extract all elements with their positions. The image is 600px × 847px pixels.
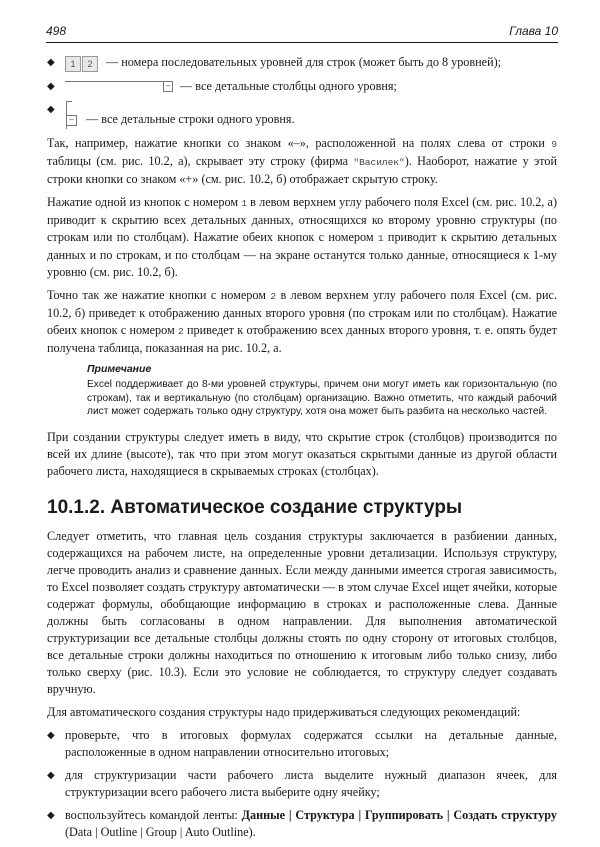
diamond-bullet-icon: ◆	[47, 769, 55, 781]
recommendation-item: ◆ воспользуйтесь командой ленты: Данные | Структура | Группировать | Создать структуру (Data | Outline | Group | Auto Outline).	[47, 807, 557, 839]
ribbon-command: Группировать	[364, 807, 444, 822]
chapter-title: Глава 10	[509, 24, 558, 38]
paragraph: Следует отметить, что главная цель создания структуры заключается в разбиении данных, содержащихся на рабочем листе, на определенные уровни детализации. Используя структуру, легче проводить анализ и сравнение данных. Если между данными имеется строгая зависимость, то Excel позволяет создать структуру автоматически — в этом случае Excel ищет ячейки, которые содержат формулы, обобщающие информацию в строках и расположенные слева. Данные должны быть согласованы в одном направлении. Для выполнения автоматической структуризации все детальные столбцы должны стоять по одну сторону от итоговых столбцов, все детальные строки должны находиться по отношению к итоговым либо только снизу, либо только сверху (рис. 10.3). Если это условие не соблюдается, то структуру следует создавать вручную.	[47, 528, 557, 696]
section-title: 10.1.2. Автоматическое создание структуры	[47, 496, 463, 518]
paragraph: Для автоматического создания структуры надо придерживаться следующих рекомендаций:	[47, 704, 521, 719]
ribbon-command: Структура	[295, 807, 355, 822]
page-body	[47, 54, 557, 847]
note-box	[87, 363, 557, 419]
minus-icon: –	[163, 81, 173, 92]
note-title: Примечание	[87, 362, 152, 375]
note-body: Excel поддерживает до 8-ми уровней структуры, причем они могут иметь как горизонтальную (по строкам), так и вертикальную (по столбцам) организацию. Важно отметить, что каждый рабочий лист может содержать только одну структуру, хотя она может быть разбита на несколько частей.	[87, 379, 557, 418]
paragraph: Точно так же нажатие кнопки с номером 2 в левом верхнем углу рабочего поля Excel (см. рис. 10.2, б) приведет к отображению данных второго уровня (по строкам или по столбцам). Нажатие обеих кнопок с номером 2 приведет к отображению всех данных второго уровня, т. е. опять будет получена таблица, показанная на рис. 10.2, а.	[47, 287, 558, 355]
minus-icon: –	[66, 115, 77, 126]
header-rule	[46, 42, 558, 43]
paragraph: Нажатие одной из кнопок с номером 1 в левом верхнем углу рабочего поля Excel (см. рис. 10.2, а) приводит к скрытию всех детальных данных, относящихся ко второму уровню структуры (по строкам или по столбцам). Нажатие обеих кнопок с номером 1 приводит к скрытию детальных данных и по строкам, и по столбцам — на экране останутся только данные, относящиеся к 1-му уровню (см. рис. 10.2, б).	[47, 194, 558, 279]
diamond-bullet-icon: ◆	[47, 103, 55, 115]
column-outline-bar-image	[65, 81, 173, 93]
paragraph: Так, например, нажатие кнопки со знаком «–», расположенной на полях слева от строки 9 таблицы (см. рис. 10.2, а), скрывает эту строку (фирма "Василек"). Наоборот, нажатие у этой строки кнопки со знаком «+» (см. рис. 10.2, б) отображает скрытую строку.	[47, 135, 558, 186]
bullet-level-buttons	[47, 54, 557, 72]
level-buttons-image	[65, 55, 99, 72]
page-header	[46, 24, 558, 40]
diamond-bullet-icon: ◆	[47, 729, 55, 741]
recommendation-item: ◆ проверьте, что в итоговых формулах содержатся ссылки на детальные данные, расположенные в одном направлении относительно итоговых;	[47, 727, 557, 759]
recommendation-item: ◆ для структуризации части рабочего листа выделите нужный диапазон ячеек, для структуризации всего рабочего листа выберите одну ячейку;	[47, 767, 557, 799]
bullet-text: — все детальные столбцы одного уровня;	[180, 78, 397, 93]
bullet-text: — все детальные строки одного уровня.	[86, 111, 295, 126]
page-number: 498	[46, 24, 67, 38]
bullet-column-collapse	[47, 78, 557, 95]
bullet-row-collapse	[47, 101, 557, 129]
level-1-button: 1	[65, 56, 81, 72]
diamond-bullet-icon: ◆	[47, 809, 55, 821]
ribbon-command: Создать структуру	[453, 807, 557, 822]
row-outline-bar-image	[65, 101, 79, 129]
ribbon-command: Данные	[241, 807, 286, 822]
level-2-button: 2	[82, 56, 98, 72]
paragraph: При создании структуры следует иметь в виду, что скрытие строк (столбцов) производится по всей их длине (высоте), так что при этом могут оказаться скрытыми данные из другой области рабочего листа, находящиеся в скрываемых строках (столбцах).	[47, 429, 557, 478]
diamond-bullet-icon: ◆	[47, 57, 55, 68]
diamond-bullet-icon: ◆	[47, 80, 55, 92]
bullet-text: — номера последовательных уровней для строк (может быть до 8 уровней);	[106, 55, 502, 69]
